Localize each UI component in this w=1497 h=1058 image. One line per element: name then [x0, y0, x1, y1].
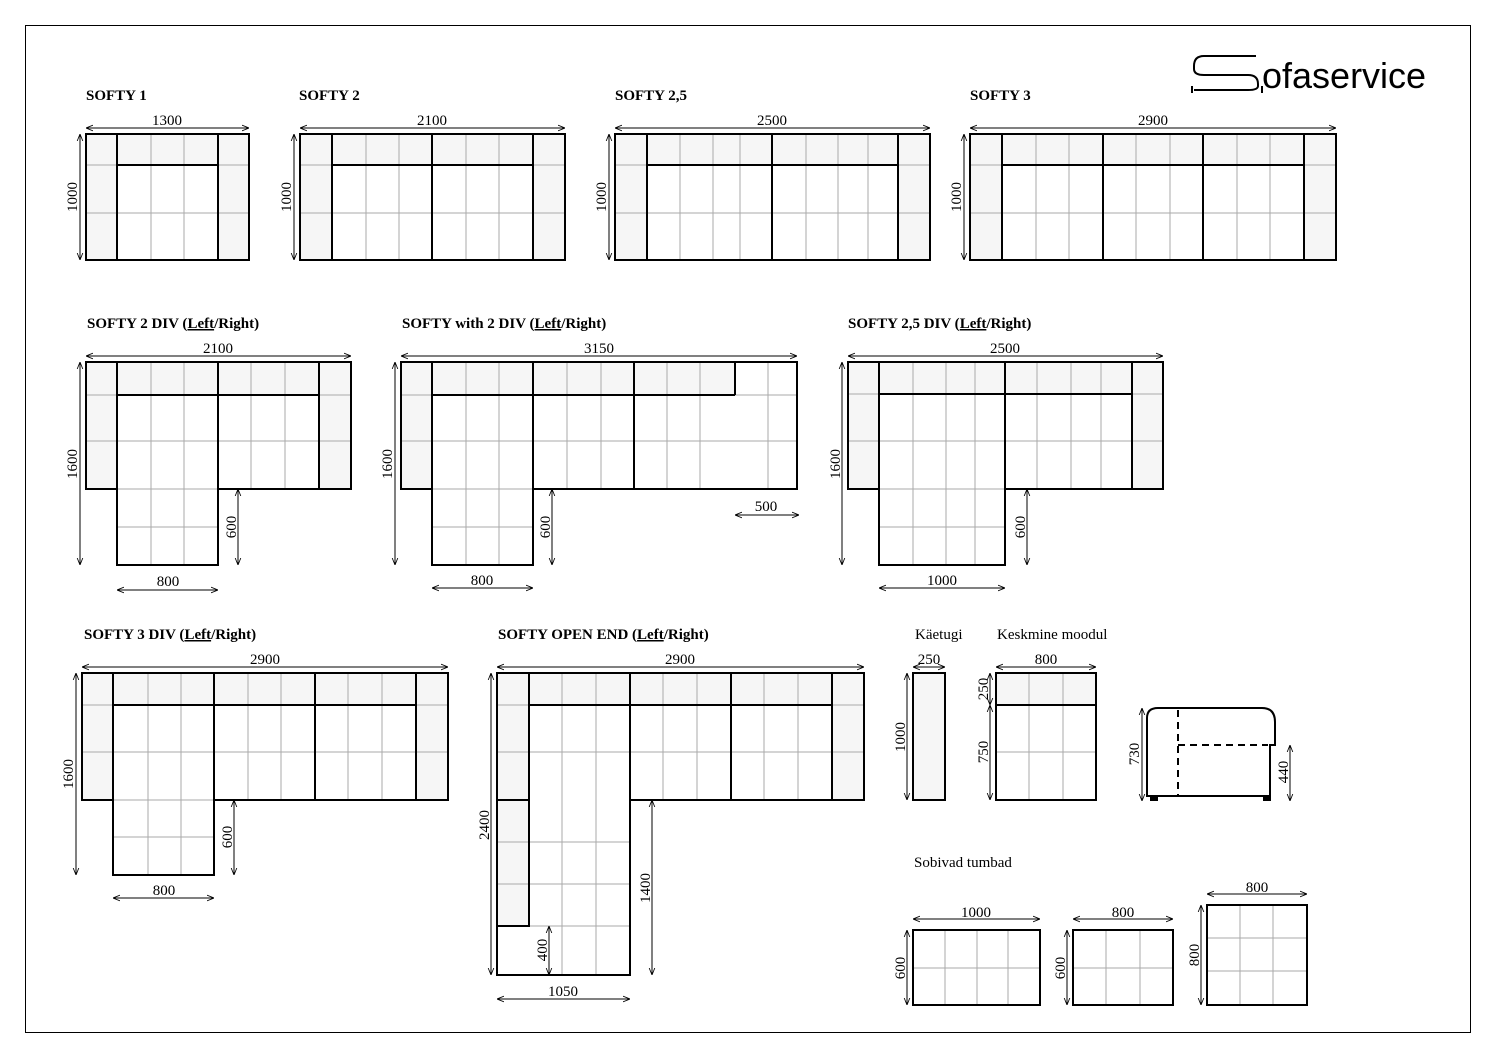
- softy-2-depth-label: 1000: [279, 182, 295, 212]
- table-2-width-label: 800: [1111, 905, 1135, 921]
- side-view-height-label: 730: [1127, 742, 1143, 766]
- softy-25-div-drawing: [828, 316, 1163, 589]
- softy-3-div-chaise-width-label: 800: [152, 883, 176, 899]
- tables-drawing: [893, 855, 1307, 1005]
- table-800x600: [1053, 905, 1173, 1005]
- middle-module-seat-depth-label: 750: [976, 740, 992, 764]
- softy-3-div-width-label: 2900: [250, 652, 280, 668]
- softy-25-div-depth-label: 1600: [828, 449, 844, 479]
- softy-open-end-drawing: [477, 627, 864, 1000]
- softy-25-title: SOFTY 2,5: [615, 88, 687, 104]
- softy-25-div-width-label: 2500: [990, 341, 1020, 357]
- softy-1-title: SOFTY 1: [86, 88, 147, 104]
- softy-25-depth-label: 1000: [594, 182, 610, 212]
- softy-open-end-end-depth-label: 400: [535, 938, 551, 962]
- middle-module-back-depth-label: 250: [976, 677, 992, 701]
- softy-3-width-label: 2900: [1138, 113, 1168, 129]
- softy-2-div-chaise-depth-label: 600: [224, 515, 240, 539]
- table-1000x600: [893, 905, 1040, 1005]
- softy-2-div-width-label: 2100: [203, 341, 233, 357]
- softy-2-width-label: 2100: [417, 113, 447, 129]
- middle-module-title: Keskmine moodul: [997, 627, 1108, 643]
- softy-2-div-title: SOFTY 2 DIV (Left/Right): [87, 316, 260, 332]
- softy-3-title: SOFTY 3: [970, 88, 1031, 104]
- softy-1-drawing: [65, 88, 249, 260]
- softy-2-div-depth-label: 1600: [65, 449, 81, 479]
- softy-25-div-chaise-depth-label: 600: [1013, 515, 1029, 539]
- middle-module-drawing: [976, 627, 1107, 800]
- softy-with-2-div-title: SOFTY with 2 DIV (Left/Right): [402, 316, 607, 332]
- table-800x800: [1187, 880, 1307, 1005]
- middle-module-width-label: 800: [1034, 652, 1058, 668]
- brand-logo-text: ofaservice: [1262, 55, 1427, 96]
- armrest-title: Käetugi: [915, 627, 963, 643]
- softy-25-width-label: 2500: [757, 113, 787, 129]
- tables-title: Sobivad tumbad: [914, 855, 1012, 871]
- softy-1-width-label: 1300: [152, 113, 182, 129]
- softy-open-end-width-label: 2900: [665, 652, 695, 668]
- sofa-s-icon: [1194, 56, 1258, 90]
- softy-3-depth-label: 1000: [949, 182, 965, 212]
- softy-with-2-div-end-width-label: 500: [754, 499, 778, 515]
- softy-25-drawing: [594, 88, 930, 260]
- softy-2-drawing: [279, 88, 565, 260]
- softy-2-div-chaise-width-label: 800: [156, 574, 180, 590]
- armrest-width-label: 250: [917, 652, 941, 668]
- softy-3-div-chaise-depth-label: 600: [220, 825, 236, 849]
- softy-3-div-title: SOFTY 3 DIV (Left/Right): [84, 627, 257, 643]
- softy-3-div-drawing: [61, 627, 448, 899]
- armrest-depth-label: 1000: [893, 722, 909, 752]
- softy-open-end-depth-label: 2400: [477, 810, 493, 840]
- softy-with-2-div-chaise-depth-label: 600: [538, 515, 554, 539]
- softy-25-div-chaise-width-label: 1000: [927, 573, 957, 589]
- brand-logo: [1192, 55, 1426, 96]
- softy-open-end-title: SOFTY OPEN END (Left/Right): [498, 627, 709, 643]
- softy-2-div-drawing: [65, 316, 351, 590]
- softy-1-depth-label: 1000: [65, 182, 81, 212]
- side-view-seat-height-label: 440: [1276, 760, 1292, 784]
- softy-open-end-inner-depth-label: 1400: [638, 873, 654, 903]
- table-3-width-label: 800: [1245, 880, 1269, 896]
- softy-25-div-title: SOFTY 2,5 DIV (Left/Right): [848, 316, 1032, 332]
- softy-3-drawing: [949, 88, 1336, 260]
- softy-with-2-div-chaise-width-label: 800: [470, 573, 494, 589]
- table-2-depth-label: 600: [1053, 956, 1069, 980]
- table-1-depth-label: 600: [893, 956, 909, 980]
- softy-3-div-depth-label: 1600: [61, 759, 77, 789]
- armrest-drawing: [893, 627, 962, 800]
- softy-2-title: SOFTY 2: [299, 88, 360, 104]
- softy-with-2-div-drawing: [380, 316, 799, 589]
- softy-open-end-chaise-width-label: 1050: [548, 984, 578, 1000]
- table-3-depth-label: 800: [1187, 943, 1203, 967]
- table-1-width-label: 1000: [961, 905, 991, 921]
- side-view-drawing: [1127, 708, 1292, 801]
- softy-with-2-div-width-label: 3150: [584, 341, 614, 357]
- softy-with-2-div-depth-label: 1600: [380, 449, 396, 479]
